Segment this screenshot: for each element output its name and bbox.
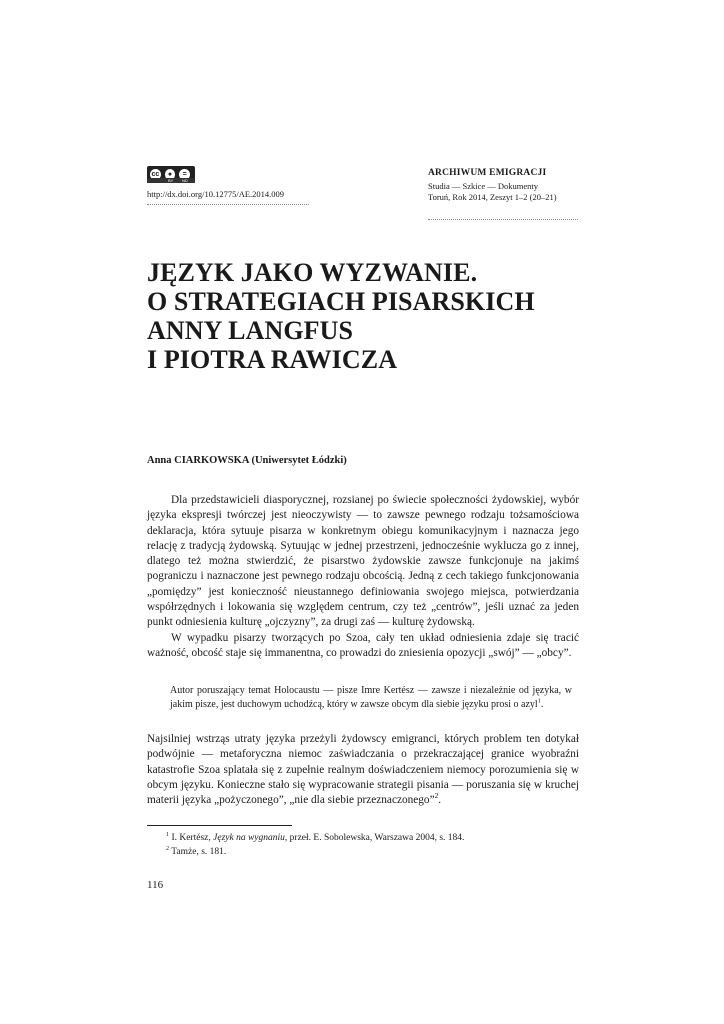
page-number: 116 (147, 879, 164, 891)
cc-license-badge (147, 166, 195, 183)
body-text (147, 493, 579, 661)
by-icon: ● (164, 168, 177, 181)
article-title (147, 258, 577, 374)
block-quote: Autor poruszający temat Holocaustu — pisze Imre Kertész — zawsze i niezależnie od języka, w jakim pisze, jest duchowym uchodźcą, który w zawsze obcym dla siebie języku prosi o azyl$^1$. (170, 685, 572, 710)
footnote-divider (147, 825, 292, 826)
header-divider-right (428, 219, 578, 220)
footnote-ref[interactable]: 1 (537, 697, 541, 705)
footnote: $^2$ Tamże, s. 181. (166, 845, 227, 857)
body-text-continued (147, 732, 579, 808)
paragraph: W wypadku pisarzy tworzących po Szoa, cały ten układ odniesienia zdaje się tracić ważność, obcość staje się immanentna, co prowadzi do zniesienia opozycji „swój” — „obcy”. (147, 631, 579, 659)
paragraph: Najsilniej wstrząs utraty języka przeżyli żydowscy emigranci, których problem ten dotykał podwójnie — metaforyczna niemoc zaświadczania o przekraczającej granice wyobraźni katastrofie Szoa splatała się z zupełnie realnym doświadczeniem niemocy porozumienia się w obcym języku. Konieczne stało się wypracowanie strategii pisania — poruszania się w kruchej materii języka „pożyczonego”, „nie dla siebie przeznaczonego”$^2$. (147, 733, 579, 807)
title-line: JĘZYK JAKO WYZWANIE. (147, 258, 478, 287)
cc-icon: cc (149, 168, 162, 181)
doi-link[interactable]: http://dx.doi.org/10.12775/AE.2014.009 (147, 189, 285, 199)
footnote: $^1$ I. Kertész, Język na wygnaniu, przeł. E. Sobolewska, Warszawa 2004, s. 184. (166, 831, 465, 843)
nd-icon: = (178, 168, 191, 181)
journal-issue: Toruń, Rok 2014, Zeszyt 1–2 (20–21) (428, 192, 557, 202)
title-line: I PIOTRA RAWICZA (147, 345, 398, 374)
header-divider-left (147, 204, 309, 205)
title-line: ANNY LANGFUS (147, 316, 354, 345)
quote-text: Autor poruszający temat Holocaustu — pisze Imre Kertész — zawsze i niezależnie od języka, w jakim pisze, jest duchowym uchodźcą, który w zawsze obcym dla siebie języku prosi o azyl (170, 685, 572, 710)
title-line: O STRATEGIACH PISARSKICH (147, 287, 535, 316)
cc-badge-strip: BY ND (147, 178, 195, 183)
journal-title: ARCHIWUM EMIGRACJI (428, 168, 547, 178)
journal-subtitle: Studia — Szkice — Dokumenty (428, 181, 539, 191)
author-affiliation: Anna CIARKOWSKA (Uniwersytet Łódzki) (147, 455, 347, 466)
footnote-ref[interactable]: 2 (434, 791, 439, 801)
paragraph: Dla przedstawicieli diasporycznej, rozsianej po świecie społeczności żydowskiej, wybór języka ekspresji twórczej jest nieoczywisty — to zawsze pewnego rodzaju tożsamościowa deklaracja, która sytuuje pisarza w konkretnym obiegu komunikacyjnym i naznacza jego relację z tradycją żydowską. Sytuując w jednej przestrzeni, jednocześnie wyklucza go z innej, dlatego też można stwierdzić, że pisarstwo żydowskie zawsze funkcjonuje na jakimś pograniczu i naznaczone jest pewnego rodzaju obcością. Jedną z cech takiego funkcjonowania „pomiędzy” jest konieczność nieustannego definiowania swojego miejsca, potwierdzania współrzędnych i lokowania się względem centrum, czy też „centrów”, jeśli uznać za jeden punkt odniesienia kulturę „ojczyzny”, za drugi zaś — kulturę żydowską. (147, 494, 579, 629)
